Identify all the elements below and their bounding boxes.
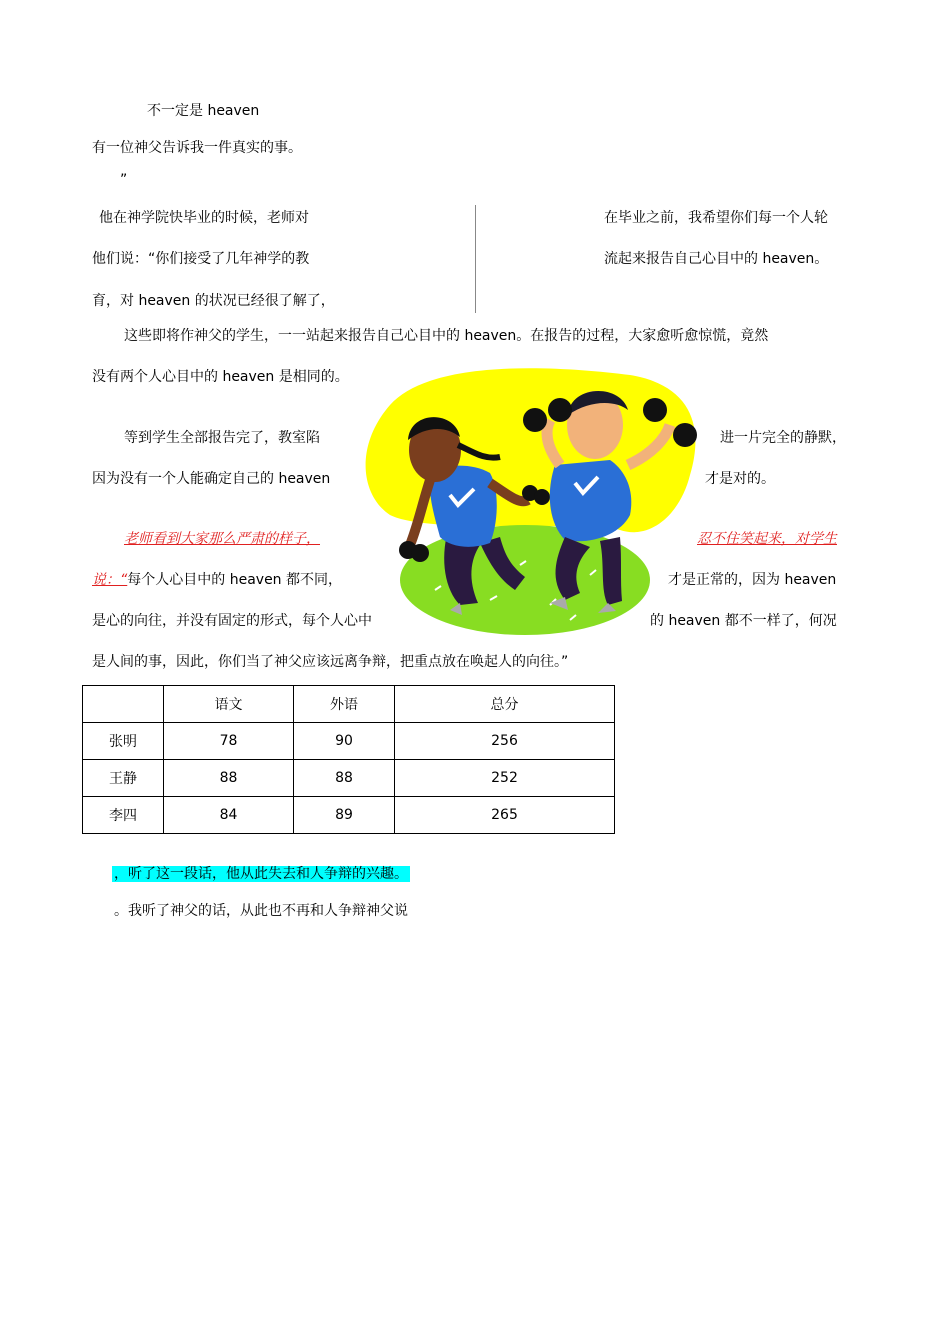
table-cell: 李四 <box>83 797 164 834</box>
para4-line-2-text: 每个人心目中的 heaven 都不同， <box>127 572 343 588</box>
para3-line-2-left: 因为没有一个人能确定自己的 heaven <box>92 471 331 487</box>
table-cell: 78 <box>164 723 294 760</box>
col-left-line-2: 他们说：“你们接受了几年神学的教 <box>92 251 310 267</box>
table-cell: 90 <box>294 723 395 760</box>
col-left-line-1: 他在神学院快毕业的时候，老师对 <box>99 210 309 226</box>
table-header-cell: 外语 <box>294 686 395 723</box>
para3-line-1-left: 等到学生全部报告完了，教室陷 <box>124 430 320 446</box>
table-cell: 88 <box>164 760 294 797</box>
exercise-clipart-image <box>350 365 700 640</box>
scores-table <box>82 685 615 834</box>
para4-red-quote: 说：“ <box>92 572 128 588</box>
table-cell: 张明 <box>83 723 164 760</box>
highlighted-text: ，听了这一段话，他从此失去和人争辩的兴趣。 <box>114 866 408 882</box>
table-header-cell: 总分 <box>395 686 615 723</box>
column-divider <box>475 205 476 313</box>
col-left-line-3: 育，对 heaven 的状况已经很了解了， <box>92 293 335 309</box>
last-line: 。我听了神父的话，从此也不再和人争辩神父说 <box>114 903 408 919</box>
para4-line-3-left: 是心的向往，并没有固定的形式，每个人心中 <box>92 613 372 629</box>
table-cell: 89 <box>294 797 395 834</box>
para2-line-2: 没有两个人心目中的 heaven 是相同的。 <box>92 369 349 385</box>
quote-mark: ” <box>120 172 128 188</box>
table-row <box>83 797 615 834</box>
para3-line-1-right: 进一片完全的静默， <box>720 430 846 446</box>
heading: 不一定是 heaven <box>147 103 260 119</box>
table-cell: 王静 <box>83 760 164 797</box>
table-cell: 265 <box>395 797 615 834</box>
table-row <box>83 723 615 760</box>
col-right-line-1: 在毕业之前，我希望你们每一个人轮 <box>604 210 828 226</box>
para4-line-4: 是人间的事，因此，你们当了神父应该远离争辩，把重点放在唤起人的向往。” <box>92 654 569 670</box>
table-header-row <box>83 686 615 723</box>
para4-red-left: 老师看到大家那么严肃的样子， <box>124 531 320 547</box>
para4-line-2 <box>92 570 342 590</box>
table-header-cell <box>83 686 164 723</box>
table-cell: 252 <box>395 760 615 797</box>
para4-line-3-right: 的 heaven 都不一样了，何况 <box>650 613 837 629</box>
para4-red-right: 忍不住笑起来，对学生 <box>697 531 837 547</box>
intro-line: 有一位神父告诉我一件真实的事。 <box>92 140 302 156</box>
table-header-cell: 语文 <box>164 686 294 723</box>
para3-line-2-right: 才是对的。 <box>705 471 775 487</box>
para2-line-1: 这些即将作神父的学生，一一站起来报告自己心目中的 heaven。在报告的过程，大家愈听愈惊慌，竟然 <box>124 328 769 344</box>
highlighted-line <box>112 864 410 884</box>
table-cell: 84 <box>164 797 294 834</box>
table-cell: 88 <box>294 760 395 797</box>
table-row <box>83 760 615 797</box>
table-cell: 256 <box>395 723 615 760</box>
col-right-line-2: 流起来报告自己心目中的 heaven。 <box>604 251 829 267</box>
para4-line-2-right: 才是正常的，因为 heaven <box>668 572 837 588</box>
